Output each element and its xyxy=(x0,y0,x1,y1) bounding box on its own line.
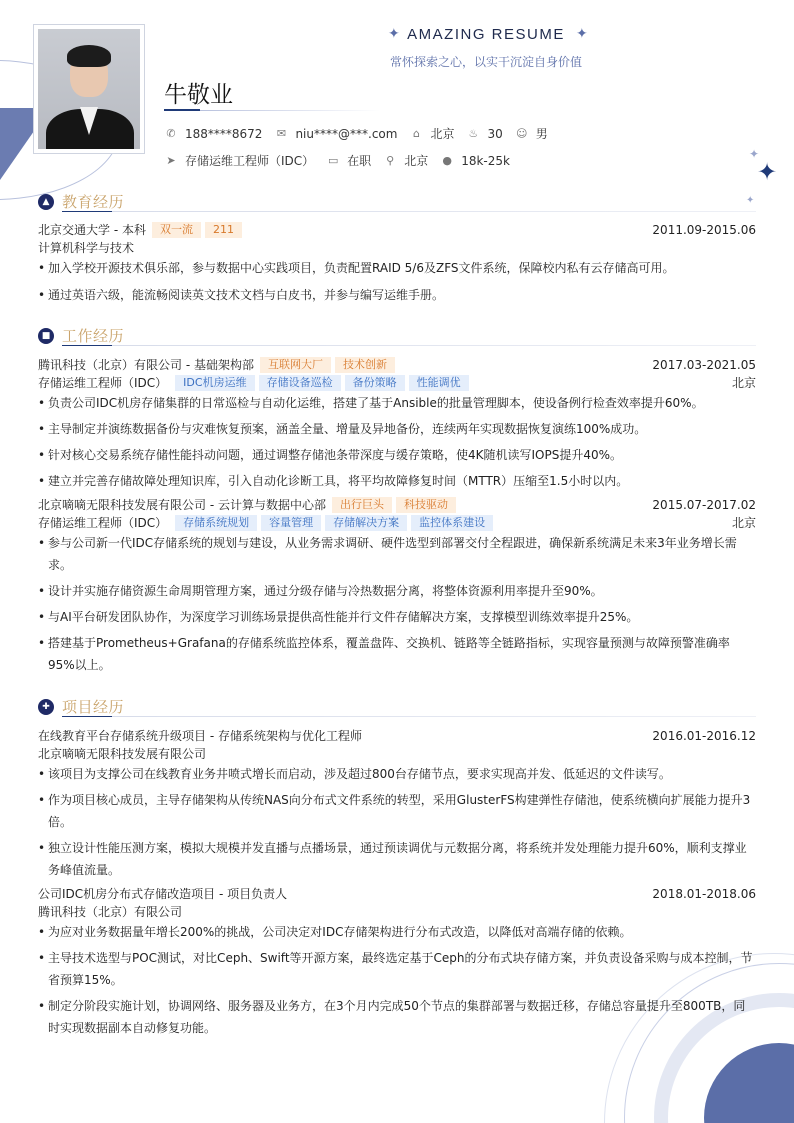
send-icon: ➤ xyxy=(166,153,176,167)
list-item: • 主导技术选型与POC测试，对比Ceph、Swift等开源方案，最终选定基于Ceph的分布式块存储方案，并负责设备采购与成本控制，节省预算15%。 xyxy=(38,947,756,991)
star-left-icon: ✦ xyxy=(388,26,400,42)
candidate-name: 牛敬业 xyxy=(164,82,233,108)
list-item: • 独立设计性能压测方案，模拟大规模并发直播与点播场景，通过预读调优与元数据分离，将系统并发处理能力提升60%，顺利支撑业务峰值流量。 xyxy=(38,837,756,881)
target-city-text: 北京 xyxy=(404,154,429,168)
period: 2018.01-2018.06 xyxy=(652,887,756,901)
org-text: 腾讯科技（北京）有限公司 xyxy=(38,905,183,919)
gender-icon: ☺ xyxy=(516,126,528,140)
avatar xyxy=(33,24,145,154)
school-tag: 双一流 xyxy=(152,222,201,238)
education-header xyxy=(38,222,756,238)
sparkle-small-icon: ✦ xyxy=(749,147,760,161)
money-icon: ● xyxy=(442,153,452,167)
section-title: 教育经历 xyxy=(62,193,125,211)
home-icon: ⌂ xyxy=(412,126,420,140)
name-underline-fade xyxy=(200,110,380,111)
skill-tag: 存储设备巡检 xyxy=(259,375,341,391)
school-tag: 211 xyxy=(205,222,242,238)
org-text: 北京嘀嘀无限科技发展有限公司 xyxy=(38,747,207,761)
cake-icon: ♨ xyxy=(468,126,479,140)
grid-icon: ✚ xyxy=(38,699,54,715)
list-item: • 负责公司IDC机房存储集群的日常巡检与自动化运维，搭建了基于Ansible的批量管理脚本，使设备例行检查效率提升60%。 xyxy=(38,392,756,414)
section-divider xyxy=(62,345,756,346)
sparkle-large-icon: ✦ xyxy=(757,158,778,186)
list-item: • 作为项目核心成员，主导存储架构从传统NAS向分布式文件系统的转型，采用GlusterFS构建弹性存储池，使系统横向扩展能力提升3倍。 xyxy=(38,789,756,833)
role-text: 存储运维工程师（IDC） xyxy=(38,516,168,530)
list-item: • 针对核心交易系统存储性能抖动问题，通过调整存储池条带深度与缓存策略，使4K随机读写IOPS提升40%。 xyxy=(38,444,756,466)
list-item: • 设计并实施存储资源生命周期管理方案，通过分级存储与冷热数据分离，将整体资源利用率提升至90%。 xyxy=(38,580,756,602)
list-item: • 制定分阶段实施计划，协调网络、服务器及业务方，在3个月内完成50个节点的集群部署与数据迁移，存储总容量提升至800TB，同时实现数据副本自动修复功能。 xyxy=(38,995,756,1039)
school-name: 北京交通大学 - 本科 xyxy=(38,223,146,237)
mail-icon: ✉ xyxy=(276,126,287,140)
period: 2017.03-2021.05 xyxy=(652,358,756,372)
intention-row xyxy=(165,152,523,169)
skill-tag: 监控体系建设 xyxy=(411,515,493,531)
list-item: • 与AI平台研发团队协作，为深度学习训练场景提供高性能并行文件存储解决方案，支撑模型训练效率提升25%。 xyxy=(38,606,756,628)
section-title: 工作经历 xyxy=(62,327,125,345)
company-tag: 互联网大厂 xyxy=(260,357,331,373)
age-text: 30 xyxy=(487,126,503,141)
work-header xyxy=(38,357,756,373)
work-header xyxy=(38,497,756,513)
major xyxy=(38,240,756,256)
period: 2015.07-2017.02 xyxy=(652,498,756,512)
project-org xyxy=(38,746,756,762)
period: 2011.09-2015.06 xyxy=(652,223,756,237)
email-text: niu****@***.com xyxy=(295,126,398,141)
list-item: • 主导制定并演练数据备份与灾难恢复预案，涵盖全量、增量及异地备份，连续两年实现数据恢复演练100%成功。 xyxy=(38,418,756,440)
project-header xyxy=(38,886,756,902)
slogan: 常怀探索之心，以实干沉淀自身价值 xyxy=(389,55,582,69)
list-item: • 为应对业务数据量年增长200%的挑战，公司决定对IDC存储架构进行分布式改造，以降低对高端存储的依赖。 xyxy=(38,921,756,943)
skill-tag: 存储系统规划 xyxy=(175,515,257,531)
salary-text: 18k-25k xyxy=(461,153,510,168)
city: 北京 xyxy=(731,516,756,530)
skill-tag: 存储解决方案 xyxy=(325,515,407,531)
skill-tag: 性能调优 xyxy=(409,375,469,391)
period: 2016.01-2016.12 xyxy=(652,729,756,743)
company-name: 北京嘀嘀无限科技发展有限公司 - 云计算与数据中心部 xyxy=(38,498,326,512)
skill-tag: 备份策略 xyxy=(345,375,405,391)
work-role-row xyxy=(38,515,756,531)
project-name: 公司IDC机房分布式存储改造项目 - 项目负责人 xyxy=(38,887,288,901)
gender-text: 男 xyxy=(535,127,548,141)
contact-row xyxy=(165,125,561,142)
section-education xyxy=(38,191,756,212)
city: 北京 xyxy=(731,376,756,390)
phone-icon: ✆ xyxy=(166,126,176,140)
skill-tag: 容量管理 xyxy=(261,515,321,531)
project-header xyxy=(38,728,756,744)
section-divider xyxy=(62,716,756,717)
name-underline xyxy=(164,109,200,111)
major-text: 计算机科学与技术 xyxy=(38,241,135,255)
role-text: 存储运维工程师（IDC） xyxy=(38,376,168,390)
graduation-cap-icon: ▲ xyxy=(38,194,54,210)
list-item: • 搭建基于Prometheus+Grafana的存储系统监控体系，覆盖盘阵、交换机、链路等全链路指标，实现容量预测与故障预警准确率95%以上。 xyxy=(38,632,756,676)
company-tag: 技术创新 xyxy=(335,357,395,373)
list-item: • 该项目为支撑公司在线教育业务井喷式增长而启动，涉及超过800台存储节点，要求实现高并发、低延迟的文件读写。 xyxy=(38,763,756,785)
phone-text: 188****8672 xyxy=(185,126,263,141)
briefcase-icon: ▭ xyxy=(327,153,339,167)
section-title: 项目经历 xyxy=(62,698,125,716)
section-work xyxy=(38,325,756,346)
list-item: • 建立并完善存储故障处理知识库，引入自动化诊断工具，将平均故障修复时间（MTTR）压缩至1.5小时以内。 xyxy=(38,470,756,492)
section-divider xyxy=(62,211,756,212)
company-tag: 出行巨头 xyxy=(332,497,392,513)
location-text: 北京 xyxy=(430,127,455,141)
location-pin-icon: ⚲ xyxy=(386,153,395,167)
project-name: 在线教育平台存储系统升级项目 - 存储系统架构与优化工程师 xyxy=(38,729,362,743)
briefcase-section-icon: ■ xyxy=(38,328,54,344)
company-name: 腾讯科技（北京）有限公司 - 基础架构部 xyxy=(38,358,254,372)
list-item: • 加入学校开源技术俱乐部，参与数据中心实践项目，负责配置RAID 5/6及ZFS文件系统，保障校内私有云存储高可用。 xyxy=(38,257,756,279)
project-org xyxy=(38,904,756,920)
sparkle-tiny-icon: ✦ xyxy=(746,195,755,206)
position-text: 存储运维工程师（IDC） xyxy=(185,154,315,168)
skill-tag: IDC机房运维 xyxy=(175,375,254,391)
work-role-row xyxy=(38,375,756,391)
banner-title: AMAZING RESUME xyxy=(407,26,565,43)
list-item: • 通过英语六级，能流畅阅读英文技术文档与白皮书，并参与编写运维手册。 xyxy=(38,284,756,306)
company-tag: 科技驱动 xyxy=(396,497,456,513)
list-item: • 参与公司新一代IDC存储系统的规划与建设，从业务需求调研、硬件选型到部署交付全程跟进，确保新系统满足未来3年业务增长需求。 xyxy=(38,532,756,576)
section-projects xyxy=(38,696,756,717)
star-right-icon: ✦ xyxy=(576,26,588,42)
status-text: 在职 xyxy=(347,154,372,168)
